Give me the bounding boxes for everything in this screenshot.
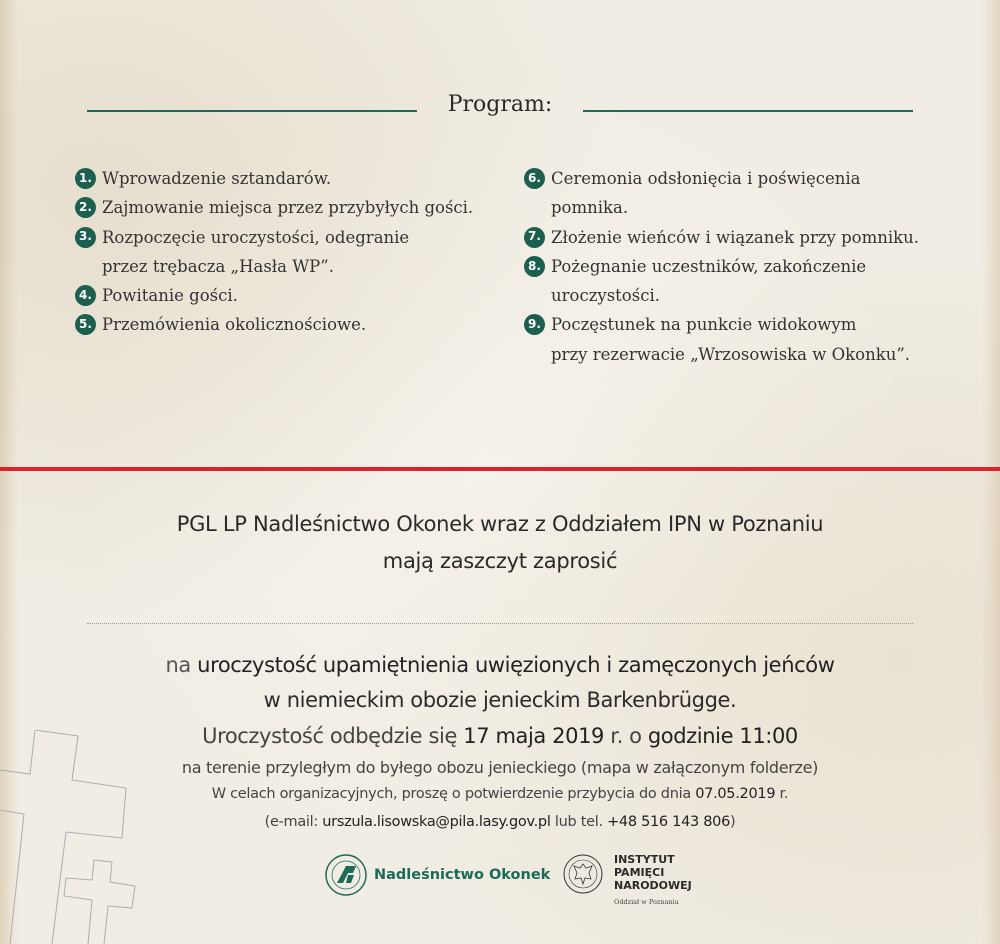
event-date: 17 maja 2019 [463,724,604,748]
program-item [524,164,919,223]
event-datetime-line [0,724,1000,748]
ipn-branch: Oddział w Poznaniu [614,898,679,906]
contact-line [0,814,1000,830]
number-badge: 7. [524,227,545,248]
program-title: Program: [447,92,553,117]
program-list-right [524,164,919,369]
dotted-divider [87,623,913,624]
text: (e-mail: [264,814,323,830]
event-title-line1 [0,653,1000,677]
ipn-logo [562,853,692,909]
red-divider [0,467,1000,471]
program-item [75,310,473,339]
hosts-line: PGL LP Nadleśnictwo Okonek wraz z Oddziałem IPN w Poznaniu [176,512,824,536]
program-rule-left [87,110,417,112]
event-title: uroczystość upamiętnienia uwięzionych i zamęczonych jeńców [197,653,835,677]
lasy-panstwowe-emblem-icon [324,853,368,897]
text: W celach organizacyjnych, proszę o potwierdzenie przybycia do dnia [211,786,696,802]
ipn-line: PAMIĘCI [614,866,665,879]
number-badge: 2. [75,197,96,218]
program-item-text: Wprowadzenie sztandarów. [102,169,332,188]
program-item [75,164,473,193]
ipn-line: INSTYTUT [614,853,675,866]
number-badge: 3. [75,227,96,248]
text: r. [775,786,789,802]
program-item [75,193,473,222]
ipn-eagle-seal-icon [562,853,604,895]
lp-name: Nadleśnictwo Okonek [374,867,551,883]
program-item-text: Zajmowanie miejsca przez przybyłych gości. [102,198,474,218]
lasy-panstwowe-logo [324,853,550,897]
honor-line: mają zaszczyt zaprosić [382,549,618,573]
text: r. o [604,724,648,748]
text-prefix: na [165,653,198,677]
ipn-text [614,853,692,909]
program-item [75,281,473,310]
program-item-text: Powitanie gości. [102,286,238,306]
ipn-line: NARODOWEJ [614,879,692,892]
program-rule-right [583,110,913,112]
program-item-text: Rozpoczęcie uroczystości, odegranie przez trębacza „Hasła WP”. [102,227,410,276]
number-badge: 8. [524,256,545,277]
program-item [524,310,919,369]
text: ) [730,814,736,830]
rsvp-line [0,786,1000,802]
number-badge: 1. [75,168,96,189]
program-item-text: Złożenie wieńców i wiązanek przy pomniku. [551,227,920,247]
text: Uroczystość odbędzie się [202,724,464,748]
program-item-text: Ceremonia odsłonięcia i poświęcenia pomnika. [551,169,861,218]
text: lub tel. [550,814,608,830]
number-badge: 5. [75,314,96,335]
program-item [75,223,473,282]
number-badge: 6. [524,168,545,189]
contact-email[interactable]: urszula.lisowska@pila.lasy.gov.pl [322,814,551,830]
program-item-text: Przemówienia okolicznościowe. [102,315,367,335]
contact-phone[interactable]: +48 516 143 806 [607,814,731,830]
program-item-text: Pożegnanie uczestników, zakończenie uroczystości. [551,256,867,306]
program-item [524,252,919,311]
program-item-text: Poczęstunek na punkcie widokowym przy rezerwacie „Wrzosowiska w Okonku”. [551,315,910,364]
event-title-line2: w niemieckim obozie jenieckim Barkenbrügge. [263,688,737,712]
rsvp-date: 07.05.2019 [695,786,776,802]
event-time: godzinie 11:00 [647,724,798,748]
program-list-left [75,164,473,340]
event-location-line: na terenie przyległym do byłego obozu jenieckiego (mapa w załączonym folderze) [181,758,819,777]
program-item [524,223,919,252]
number-badge: 9. [524,314,545,335]
number-badge: 4. [75,285,96,306]
